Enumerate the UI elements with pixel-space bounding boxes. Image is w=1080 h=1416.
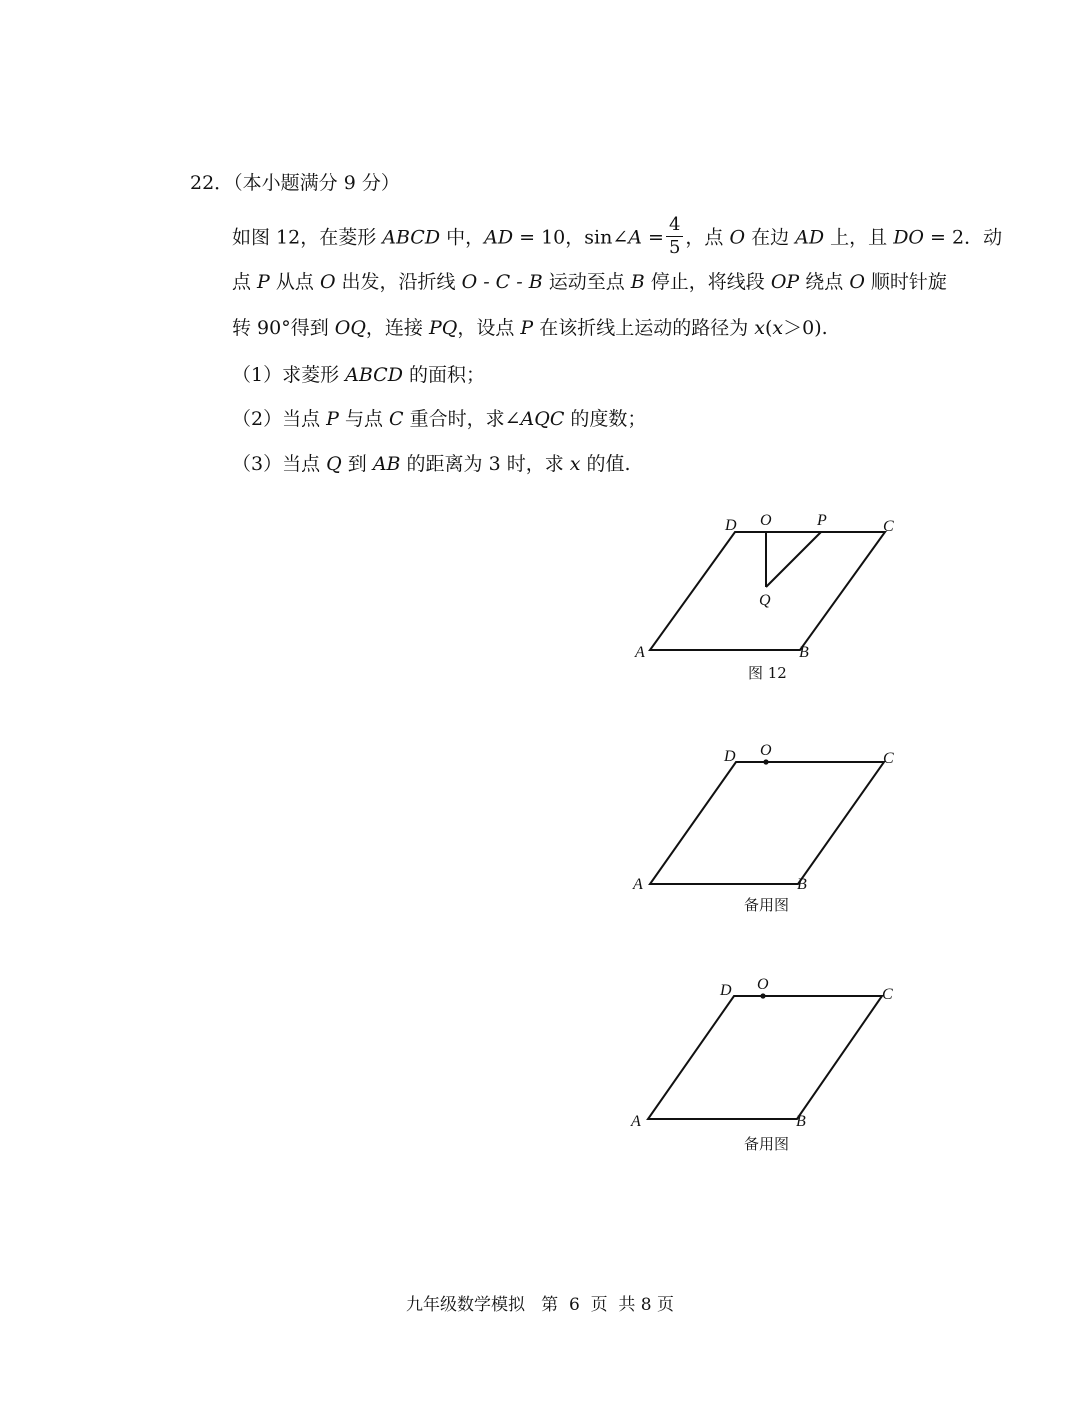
stem-line-1: 如图 12，在菱形 ABCD 中，AD = 10，sin∠A = $\frac{4}{5}$ ，点 O 在边 AD 上，且 DO = 2．动	[232, 214, 1003, 258]
label-b: B	[796, 1113, 806, 1130]
rhombus-abcd	[648, 996, 882, 1119]
fraction-four-fifths: $\frac{4}{5}$	[666, 214, 683, 259]
label-c: C	[883, 750, 894, 767]
rhombus-abcd	[650, 532, 885, 650]
spare-figure-2	[620, 972, 920, 1157]
point-o	[760, 993, 765, 998]
stem-line-2: 点 P 从点 O 出发，沿折线 O - C - B 运动至点 B 停止，将线段 OP 绕点 O 顺时针旋	[232, 271, 947, 293]
label-o: O	[757, 976, 769, 993]
label-c: C	[882, 986, 893, 1003]
label-q: Q	[759, 592, 771, 609]
label-a: A	[633, 876, 643, 893]
part-2: （2）当点 P 与点 C 重合时，求∠AQC 的度数；	[232, 408, 647, 430]
question-title: 22．（本小题满分 9 分）	[190, 172, 400, 194]
label-o: O	[760, 742, 772, 759]
segment-pq	[766, 532, 821, 587]
label-a: A	[635, 644, 645, 661]
stem-line-3: 转 90°得到 OQ，连接 PQ，设点 P 在该折线上运动的路径为 x(x＞0).	[232, 317, 828, 339]
figure-caption: 备用图	[744, 1135, 790, 1153]
spare-figure-1	[620, 737, 920, 922]
label-p: P	[817, 512, 827, 529]
figure-caption: 图 12	[748, 664, 787, 682]
figure-caption: 备用图	[744, 896, 790, 914]
point-o	[763, 759, 768, 764]
label-d: D	[720, 982, 732, 999]
label-o: O	[760, 512, 772, 529]
label-c: C	[883, 518, 894, 535]
label-d: D	[724, 748, 736, 765]
label-d: D	[725, 517, 737, 534]
rhombus-abcd	[650, 762, 884, 884]
part-3: （3）当点 Q 到 AB 的距离为 3 时，求 x 的值.	[232, 453, 631, 475]
part-1: （1）求菱形 ABCD 的面积；	[232, 364, 485, 386]
label-b: B	[799, 644, 809, 661]
figure-12	[620, 505, 920, 690]
label-a: A	[631, 1113, 641, 1130]
page-footer: 九年级数学模拟 第 6 页 共 8 页	[405, 1295, 675, 1315]
label-b: B	[797, 876, 807, 893]
